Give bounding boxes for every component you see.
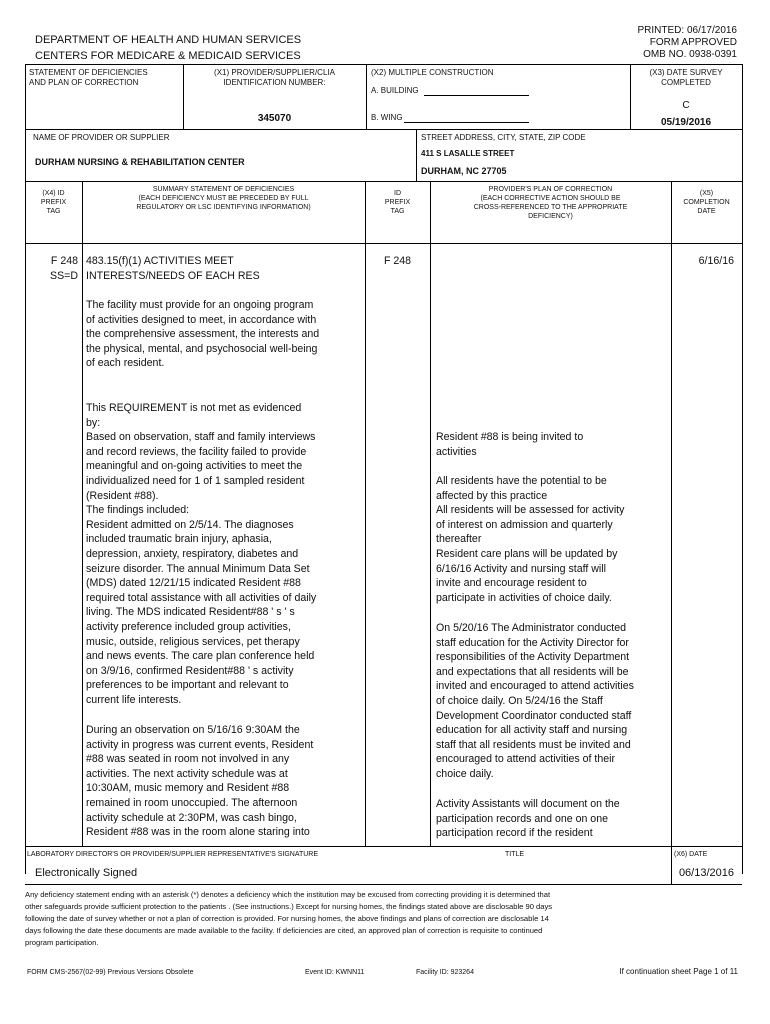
- title-label: TITLE: [505, 851, 525, 858]
- x3-date: 05/19/2016: [660, 117, 712, 128]
- x3-code: C: [682, 100, 690, 111]
- id-prefix-header: ID PREFIX TAG: [384, 190, 411, 215]
- printed-date: PRINTED: 06/17/2016: [637, 25, 737, 36]
- deficiency-heading: 483.15(f)(1) ACTIVITIES MEET INTERESTS/NEEDS OF EACH RES: [86, 255, 260, 282]
- x4-id-prefix-header: (X4) ID PREFIX TAG: [40, 190, 67, 215]
- x3-label: (X3) DATE SURVEY COMPLETED: [649, 68, 723, 87]
- plan-paragraph-4: Activity Assistants will document on the participation records and one on one participation record if the resident: [436, 798, 620, 840]
- completion-date: 6/16/16: [698, 255, 734, 267]
- signature-bottom-border: [25, 884, 742, 885]
- provider-divider: [416, 129, 417, 181]
- facility-id: Facility ID: 923264: [416, 969, 474, 976]
- department-line-2: CENTERS FOR MEDICARE & MEDICAID SERVICES: [35, 50, 301, 62]
- deficiency-paragraph-1: The facility must provide for an ongoing program of activities designed to meet, in accordance with the comprehensive assessment, the interests and the physical, mental, and psychosocial well-being of each resident.: [86, 299, 320, 370]
- plan-paragraph-1: Resident #88 is being invited to activities: [436, 431, 584, 458]
- address-label: STREET ADDRESS, CITY, STATE, ZIP CODE: [421, 133, 586, 142]
- signature-label: LABORATORY DIRECTOR'S OR PROVIDER/SUPPLIER REPRESENTATIVE'S SIGNATURE: [27, 851, 319, 858]
- completion-date-header: (X5) COMPLETION DATE: [683, 190, 730, 215]
- x1-value: 345070: [257, 113, 292, 124]
- page-number: If continuation sheet Page 1 of 11: [619, 967, 738, 976]
- tag-right: F 248: [383, 255, 412, 267]
- summary-statement-header: SUMMARY STATEMENT OF DEFICIENCIES (EACH DEFICIENCY MUST BE PRECEDED BY FULL REGULATORY OR LSC IDENTIFYING INFORMATION): [136, 186, 311, 211]
- right-border: [742, 64, 743, 874]
- provider-name: DURHAM NURSING & REHABILITATION CENTER: [35, 157, 245, 167]
- signature-value: Electronically Signed: [35, 867, 138, 879]
- building-label: A. BUILDING: [371, 86, 419, 95]
- building-blank-line: [424, 95, 529, 96]
- left-border: [25, 64, 26, 874]
- col-divider-1: [82, 181, 83, 846]
- plan-of-correction-header: PROVIDER'S PLAN OF CORRECTION (EACH CORRECTIVE ACTION SHOULD BE CROSS-REFERENCED TO THE APPROPRIATE DEFICIENCY): [473, 186, 628, 220]
- deficiency-paragraph-2: This REQUIREMENT is not met as evidenced by: Based on observation, staff and family interviews and record reviews, the facility failed to provide meaningful and on-going activities to meet the individualized need for 1 of 1 sampled resident (Resident #88). The findings included: Resident admitted on 2/5/14. The diagnoses included traumatic brain injury, aphasia, depression, anxiety, respiratory, diabetes and seizure disorder. The annual Minimum Data Set (MDS) dated 12/21/15 indicated Resident #88 required total assistance with all activities of daily living. The MDS indicated Resident#88 ' s ' s activity preference included group activities, music, outside, religious services, pet therapy and news events. The care plan conference held on 3/9/16, confirmed Resident#88 ' s activity preferences to be important and relevant to current life interests.: [86, 402, 317, 706]
- event-id: Event ID: KWNN11: [305, 969, 365, 976]
- column-header-top-border: [25, 181, 742, 182]
- x6-date-label: (X6) DATE: [674, 851, 708, 858]
- col-divider-4: [671, 181, 672, 846]
- divider-x2: [366, 64, 367, 129]
- x2-label: (X2) MULTIPLE CONSTRUCTION: [371, 68, 494, 77]
- wing-blank-line: [404, 122, 529, 123]
- city-state-zip: DURHAM, NC 27705: [421, 166, 507, 176]
- provider-name-label: NAME OF PROVIDER OR SUPPLIER: [33, 133, 170, 142]
- statement-label: STATEMENT OF DEFICIENCIES AND PLAN OF CORRECTION: [29, 68, 148, 87]
- omb-number: OMB NO. 0938-0391: [643, 49, 737, 60]
- provider-top-border: [25, 129, 742, 130]
- disclaimer-text: Any deficiency statement ending with an asterisk (*) denotes a deficiency which the institution may be excused from correcting providing it is determined that other safeguards provide sufficient protection to the patients . (See instructions.) Except for nursing homes, the findings stated above are disclosable 90 days following the date of survey whether or not a plan of correction is provided. For nursing homes, the above findings and plans of correction are disclosable 14 days following the date these documents are made available to the facility. If deficiencies are cited, an approved plan of correction is requisite to continued program participation.: [25, 890, 553, 947]
- deficiency-paragraph-3: During an observation on 5/16/16 9:30AM the activity in progress was current events, Resident #88 was seated in room not involved in any activities. The next activity schedule was at 10:30AM, music memory and Resident #88 remained in room unoccupied. The afternoon activity schedule at 2:30PM, was cash bingo, Resident #88 was in the room alone staring into: [86, 724, 314, 839]
- street-address: 411 S LASALLE STREET: [421, 149, 515, 158]
- signature-date: 06/13/2016: [678, 867, 734, 879]
- form-number: FORM CMS-2567(02-99) Previous Versions Obsolete: [27, 969, 194, 976]
- signature-top-border: [25, 846, 742, 847]
- wing-label: B. WING: [371, 113, 403, 122]
- plan-paragraph-3: On 5/20/16 The Administrator conducted staff education for the Activity Director for responsibilities of the Activity Department and expectations that all residents will be invited and encouraged to attend activities of choice daily. On 5/24/16 the Staff Development Coordinator conducted staff education for all activity staff and nursing staff that all residents must be invited and encouraged to attend activities of their choice daily.: [436, 622, 634, 780]
- date-divider: [671, 846, 672, 884]
- col-divider-2: [365, 181, 366, 846]
- col-divider-3: [430, 181, 431, 846]
- department-line-1: DEPARTMENT OF HEALTH AND HUMAN SERVICES: [35, 34, 302, 46]
- column-header-bottom-border: [25, 243, 742, 244]
- tag-left: F 248 SS=D: [50, 255, 78, 282]
- x1-label: (X1) PROVIDER/SUPPLIER/CLIA IDENTIFICATION NUMBER:: [214, 68, 335, 87]
- form-approved: FORM APPROVED: [649, 37, 737, 48]
- top-border: [25, 64, 742, 65]
- plan-paragraph-2: All residents have the potential to be affected by this practice All residents will be assessed for activity of interest on admission and quarterly thereafter Resident care plans will be updated by 6/16/16 Activity and nursing staff will invite and encourage resident to participate in activities of choice daily.: [436, 475, 625, 604]
